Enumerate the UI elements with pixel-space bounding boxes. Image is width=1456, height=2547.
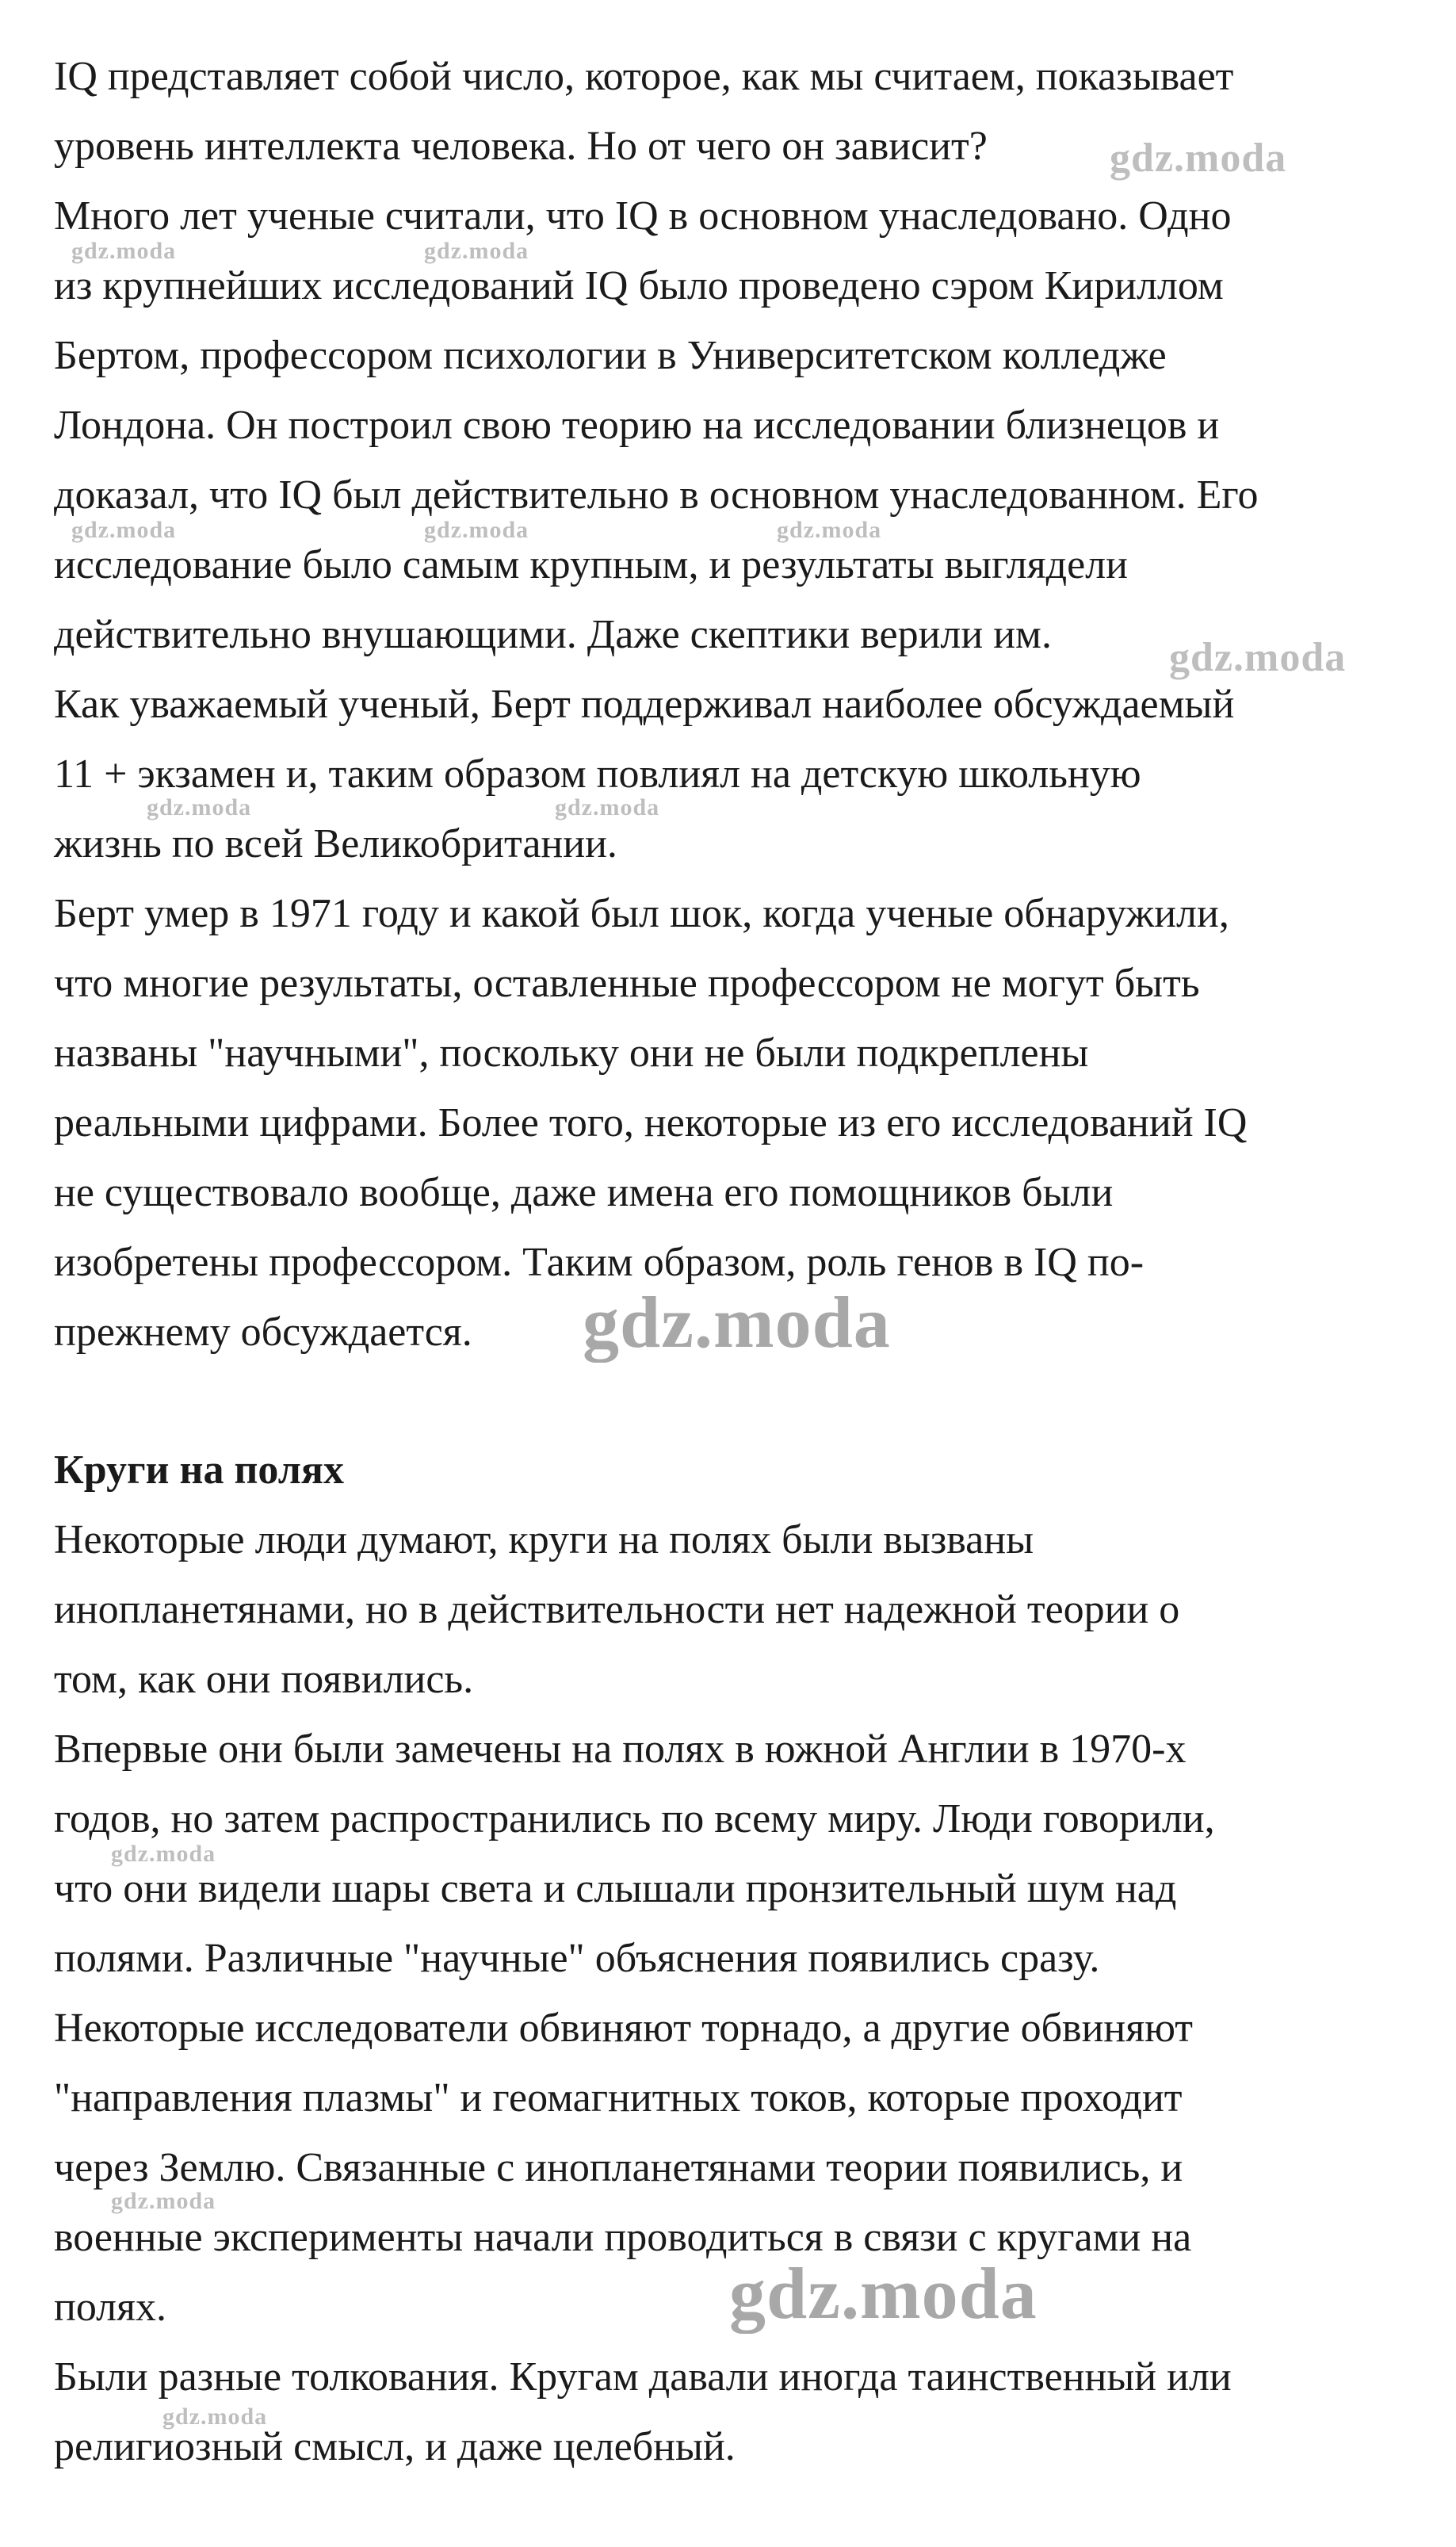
paragraph-line: изобретены профессором. Таким образом, роль генов в IQ по-: [54, 1240, 1145, 1285]
watermark: gdz.moda: [71, 517, 177, 543]
paragraph-line: том, как они появились.: [54, 1657, 474, 1702]
paragraph-line: уровень интеллекта человека. Но от чего он зависит?: [54, 124, 988, 169]
watermark: gdz.moda: [71, 238, 177, 264]
paragraph-line: доказал, что IQ был действительно в основном унаследованном. Его: [54, 472, 1259, 518]
paragraph-line: Некоторые исследователи обвиняют торнадо, а другие обвиняют: [54, 2006, 1194, 2051]
paragraph-line: прежнему обсуждается.: [54, 1310, 472, 1355]
paragraph-line: исследование было самым крупным, и результаты выглядели: [54, 542, 1128, 587]
paragraph-line: из крупнейших исследований IQ было проведено сэром Кириллом: [54, 263, 1224, 308]
watermark: gdz.moda: [555, 794, 660, 820]
paragraph-line: Лондона. Он построил свою теорию на исследовании близнецов и: [54, 403, 1220, 448]
paragraph-line: не существовало вообще, даже имена его помощников были: [54, 1170, 1114, 1215]
paragraph-line: полями. Различные "научные" объяснения появились сразу.: [54, 1936, 1100, 1981]
paragraph-line: религиозный смысл, и даже целебный.: [54, 2424, 736, 2469]
watermark: gdz.moda: [583, 1282, 891, 1363]
watermark: gdz.moda: [424, 517, 529, 543]
paragraph-line: реальными цифрами. Более того, некоторые из его исследований IQ: [54, 1100, 1248, 1145]
paragraph-line: Впервые они были замечены на полях в южной Англии в 1970-х: [54, 1727, 1187, 1772]
watermark: gdz.moda: [1110, 136, 1287, 181]
paragraph-line: Были разные толкования. Кругам давали иногда таинственный или: [54, 2354, 1232, 2400]
paragraph-line: Некоторые люди думают, круги на полях были вызваны: [54, 1517, 1034, 1562]
paragraph-line: жизнь по всей Великобритании.: [54, 821, 617, 866]
paragraph-line: через Землю. Связанные с инопланетянами теории появились, и: [54, 2145, 1183, 2190]
watermark: gdz.moda: [111, 1841, 216, 1867]
paragraph-line: Как уважаемый ученый, Берт поддерживал наиболее обсуждаемый: [54, 682, 1235, 727]
watermark: gdz.moda: [147, 794, 252, 820]
paragraph-line: годов, но затем распространились по всему миру. Люди говорили,: [54, 1796, 1215, 1841]
paragraph-line: военные эксперименты начали проводиться в связи с кругами на: [54, 2215, 1192, 2260]
watermark: gdz.moda: [111, 2188, 216, 2214]
section-heading: Круги на полях: [54, 1448, 345, 1493]
paragraph-line: 11 + экзамен и, таким образом повлиял на детскую школьную: [54, 751, 1141, 797]
paragraph-line: названы "научными", поскольку они не были подкреплены: [54, 1031, 1089, 1076]
paragraph-line: "направления плазмы" и геомагнитных токов, которые проходит: [54, 2075, 1183, 2121]
watermark: gdz.moda: [1169, 635, 1347, 680]
watermark: gdz.moda: [777, 517, 882, 543]
watermark: gdz.moda: [162, 2404, 268, 2430]
paragraph-line: Много лет ученые считали, что IQ в основном унаследовано. Одно: [54, 193, 1232, 239]
paragraph-line: инопланетянами, но в действительности нет надежной теории о: [54, 1587, 1180, 1632]
paragraph-line: Бертом, профессором психологии в Университетском колледже: [54, 333, 1167, 378]
watermark: gdz.moda: [729, 2253, 1038, 2334]
paragraph-line: действительно внушающими. Даже скептики верили им.: [54, 612, 1052, 657]
paragraph-line: Берт умер в 1971 году и какой был шок, когда ученые обнаружили,: [54, 891, 1229, 936]
paragraph-line: что многие результаты, оставленные профессором не могут быть: [54, 961, 1200, 1006]
paragraph-line: IQ представляет собой число, которое, как мы считаем, показывает: [54, 54, 1234, 99]
paragraph-line: что они видели шары света и слышали пронзительный шум над: [54, 1866, 1177, 1911]
paragraph-line: полях.: [54, 2285, 167, 2330]
watermark: gdz.moda: [424, 238, 529, 264]
